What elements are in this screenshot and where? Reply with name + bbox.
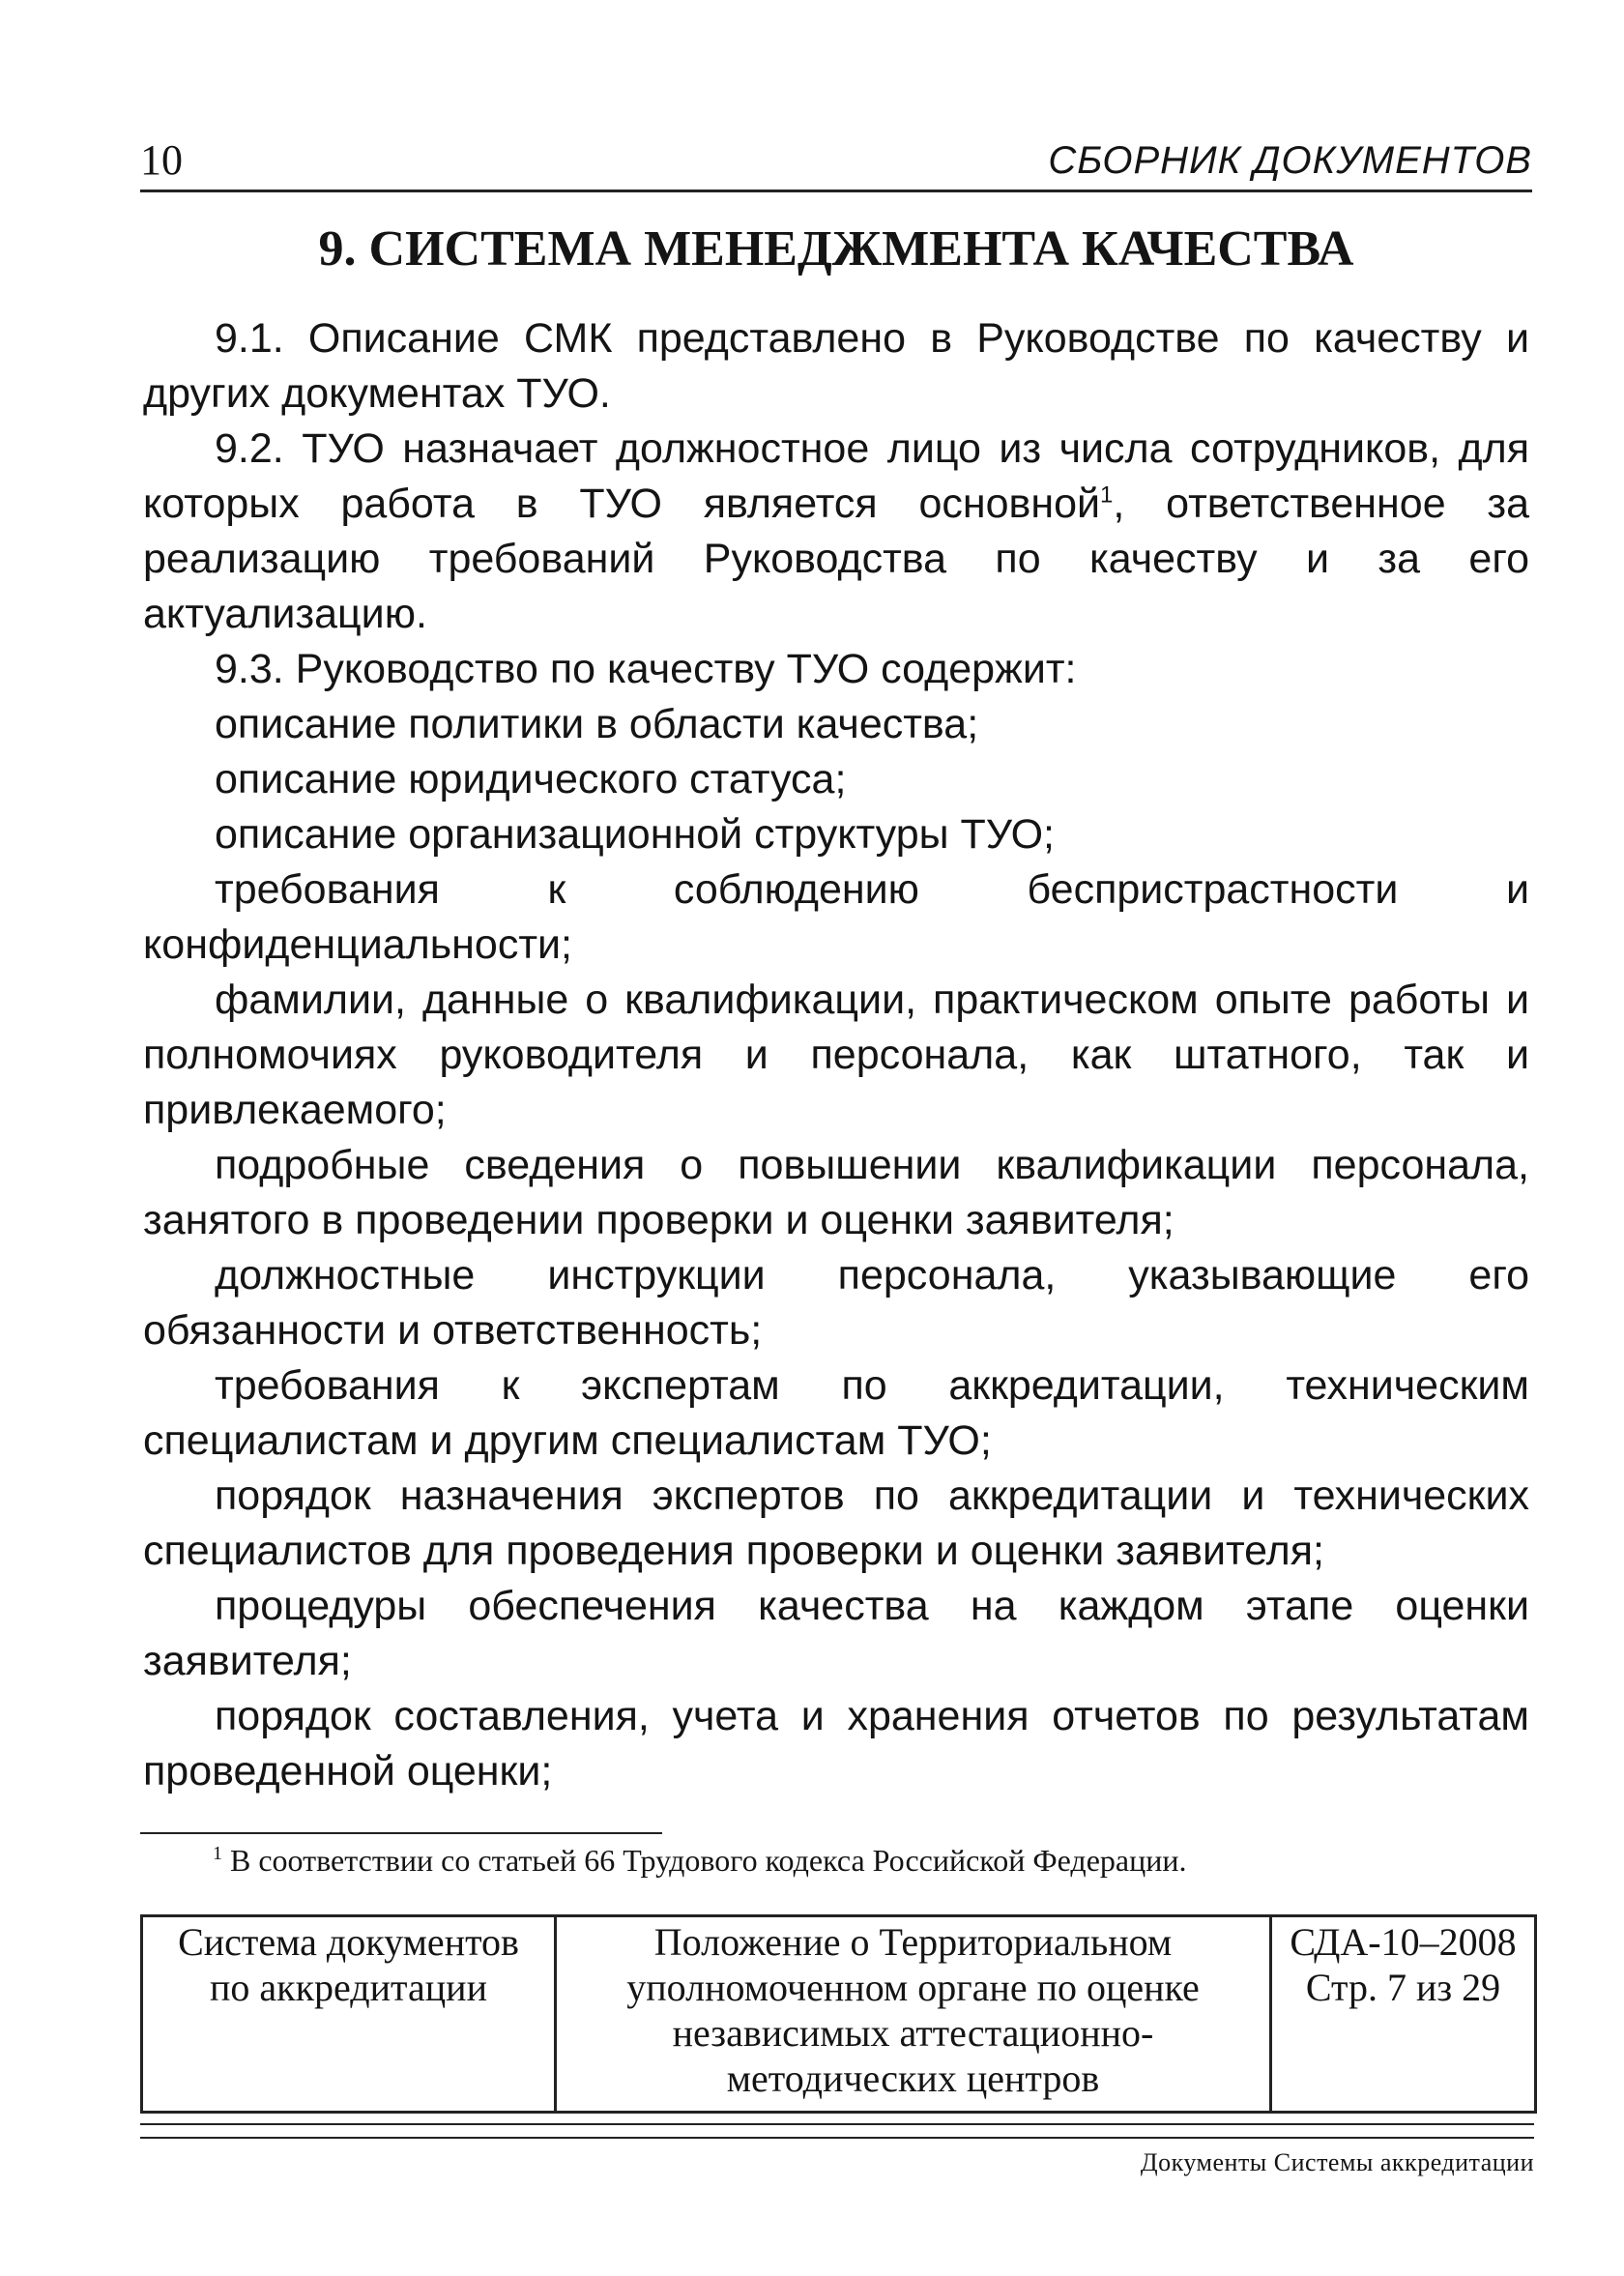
list-item-quality-policy: описание политики в области качества;: [215, 701, 979, 747]
document-system-cell: [142, 1916, 556, 2113]
list-item-staff-training: подробные сведения о повышении квалификации персонала, занятого в проведении проверки и оценки заявителя;: [143, 1142, 1529, 1243]
footnote-mark: 1: [213, 1843, 222, 1865]
document-system-line1: Система документов: [178, 1920, 519, 1964]
footnote: [213, 1841, 1527, 1880]
body-text: [143, 311, 1529, 1799]
running-header: [140, 135, 1532, 192]
list-item-impartiality: требования к соблюдению беспристрастности и конфиденциальности;: [143, 866, 1529, 968]
document-title-line1: Положение о Территориальном: [653, 1920, 1173, 1964]
footnote-reference[interactable]: 1: [1100, 481, 1114, 509]
list-item-staff-qualifications: фамилии, данные о квалификации, практическом опыте работы и полномочиях руководителя и персонала, как штатного, так и привлекаемого;: [143, 977, 1529, 1133]
paragraph-9-3: 9.3. Руководство по качеству ТУО содержит:: [215, 646, 1077, 692]
footnote-separator: [140, 1832, 662, 1834]
document-title-line3: независимых аттестационно-: [672, 2011, 1154, 2055]
document-title-line4: методических центров: [726, 2057, 1100, 2100]
footnote-text: В соответствии со статьей 66 Трудового кодекса Российской Федерации.: [230, 1843, 1187, 1878]
list-item-job-descriptions: должностные инструкции персонала, указывающие его обязанности и ответственность;: [143, 1252, 1529, 1354]
paragraph-9-1: 9.1. Описание СМК представлено в Руководстве по качеству и других документах ТУО.: [143, 315, 1529, 417]
list-item-reports: порядок составления, учета и хранения отчетов по результатам проведенной оценки;: [143, 1693, 1529, 1795]
paragraph-9-2: [143, 422, 1529, 642]
page-info: Стр. 7 из 29: [1305, 1966, 1501, 2009]
page-number: 10: [140, 136, 183, 184]
document-title-cell: [556, 1916, 1271, 2113]
paragraph-9-2-text: 9.2. ТУО назначает должностное лицо из числа сотрудников, для которых работа в ТУО является основной: [143, 425, 1529, 527]
list-item-quality-procedures: процедуры обеспечения качества на каждом этапе оценки заявителя;: [143, 1583, 1529, 1684]
footer-text: Документы Системы аккредитации: [1140, 2148, 1534, 2176]
paragraph-9-2-continuation: , ответственное за реализацию требований Руководства по качеству и за его актуализацию.: [143, 481, 1529, 637]
document-system-line2: по аккредитации: [210, 1966, 487, 2009]
section-title: 9. СИСТЕМА МЕНЕДЖМЕНТА КАЧЕСТВА: [318, 221, 1354, 277]
footer-rules: [140, 2123, 1534, 2139]
list-item-expert-appointment: порядок назначения экспертов по аккредитации и технических специалистов для проведения проверки и оценки заявителя;: [143, 1473, 1529, 1574]
document-title-line2: уполномоченном органе по оценке: [626, 1966, 1200, 2009]
document-code-cell: [1271, 1916, 1536, 2113]
document-code: СДА-10–2008: [1290, 1920, 1517, 1964]
list-item-legal-status: описание юридического статуса;: [215, 756, 847, 802]
list-item-org-structure: описание организационной структуры ТУО;: [215, 811, 1056, 858]
document-info-table: [140, 1914, 1537, 2114]
collection-title: СБОРНИК ДОКУМЕНТОВ: [1048, 139, 1532, 182]
list-item-expert-requirements: требования к экспертам по аккредитации, техническим специалистам и другим специалистам ТУО;: [143, 1362, 1529, 1464]
